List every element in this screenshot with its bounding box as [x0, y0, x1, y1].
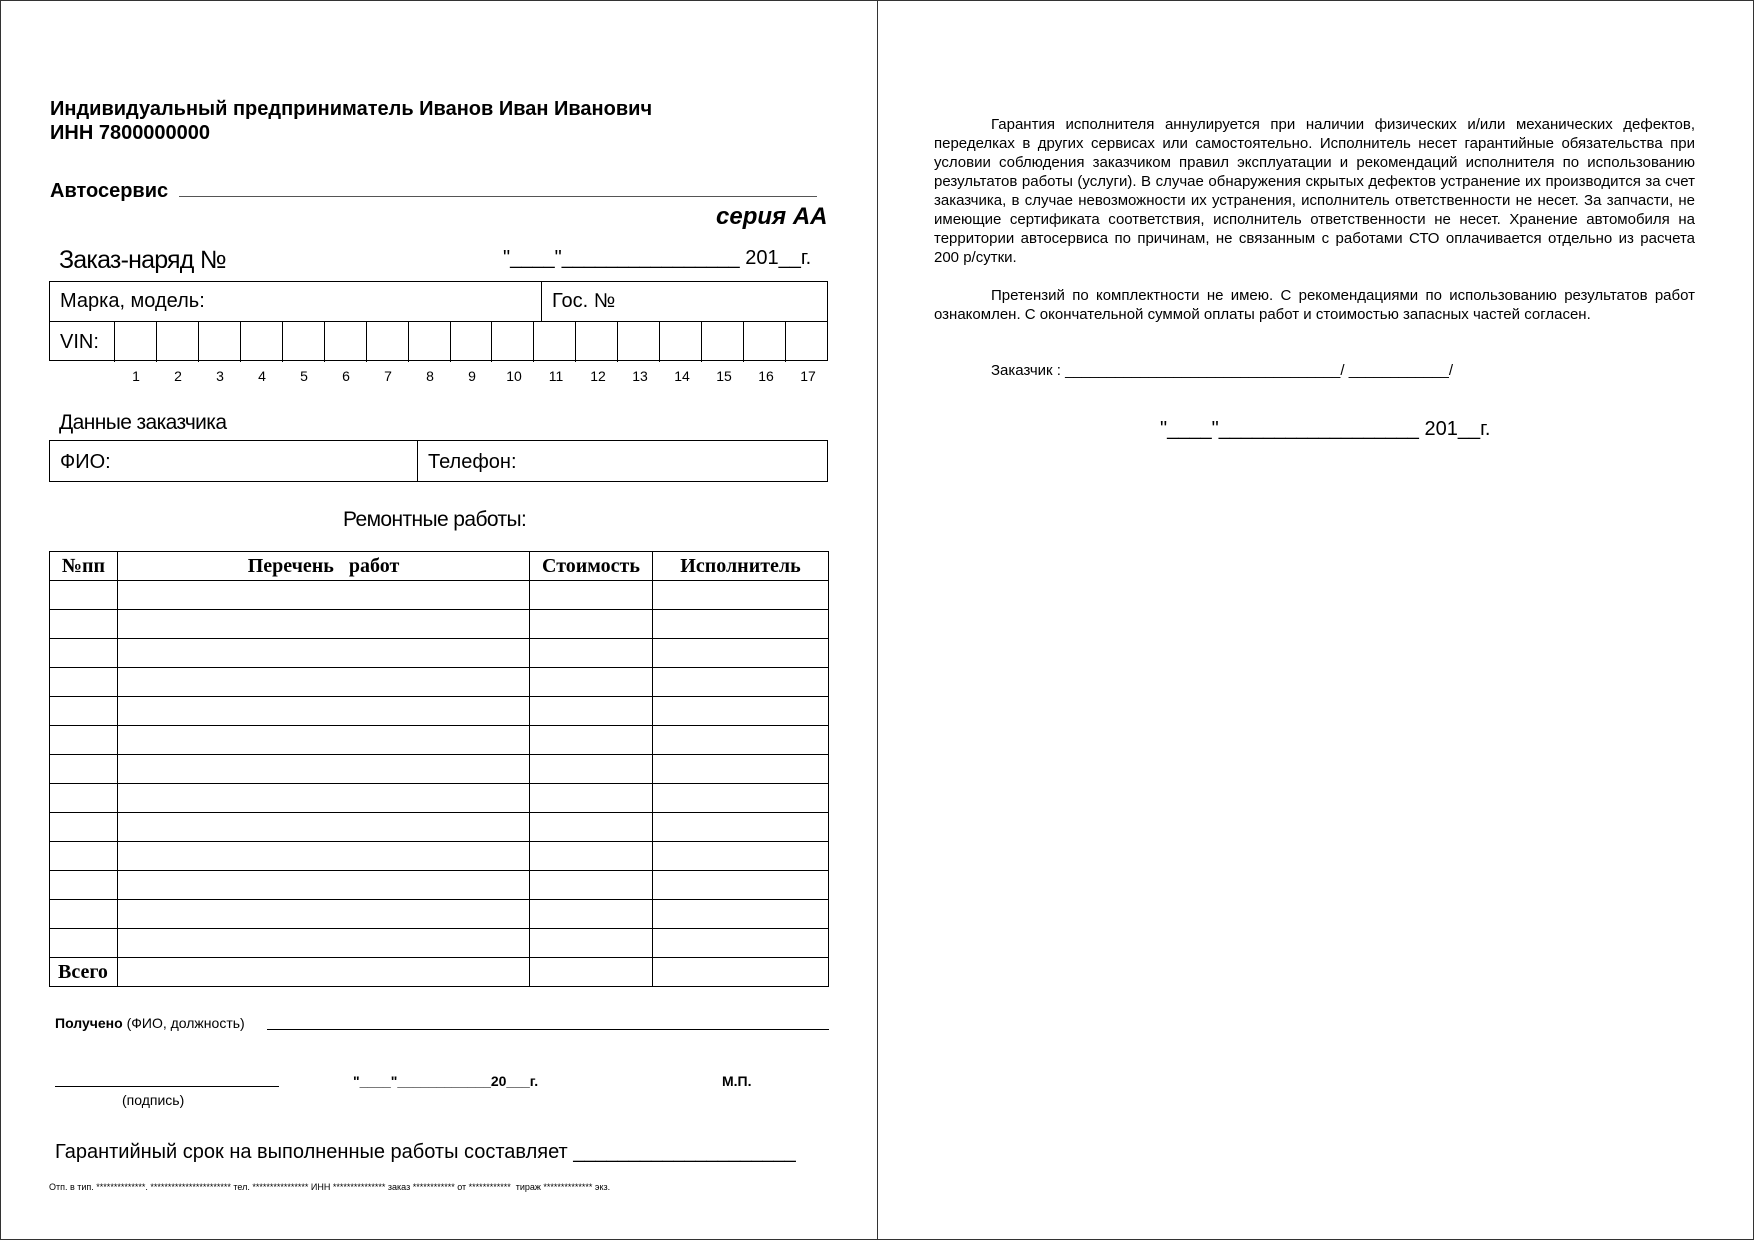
- vin-cell[interactable]: [744, 321, 786, 362]
- sign-date-line[interactable]: "____"____________20___г.: [353, 1073, 539, 1089]
- vin-cell[interactable]: [156, 321, 198, 362]
- table-row[interactable]: [50, 900, 829, 929]
- warranty-period-line[interactable]: Гарантийный срок на выполненные работы составляет ____________________: [55, 1141, 796, 1163]
- customer-phone-label[interactable]: Телефон:: [428, 451, 517, 473]
- column-executor: Исполнитель: [653, 552, 829, 581]
- vin-cell[interactable]: [618, 321, 660, 362]
- customer-box: [49, 440, 828, 482]
- signature-line[interactable]: [55, 1086, 279, 1087]
- vin-position: 13: [632, 368, 648, 384]
- vehicle-box: [49, 281, 828, 361]
- table-row[interactable]: [50, 726, 829, 755]
- vin-cell[interactable]: [324, 321, 366, 362]
- order-title: Заказ-наряд №: [59, 246, 226, 274]
- vin-cell[interactable]: [115, 321, 157, 362]
- received-label: Получено: [55, 1015, 123, 1031]
- column-cost: Стоимость: [530, 552, 653, 581]
- vin-cell[interactable]: [576, 321, 618, 362]
- received-hint: (ФИО, должность): [126, 1015, 245, 1031]
- series-label: серия АА: [716, 203, 828, 230]
- vin-position: 1: [132, 368, 140, 384]
- vin-position: 5: [300, 368, 308, 384]
- table-row[interactable]: [50, 668, 829, 697]
- customer-col-divider: [417, 441, 418, 481]
- vin-cell[interactable]: [534, 321, 576, 362]
- service-label: Автосервис: [50, 180, 169, 202]
- signature-hint: (подпись): [122, 1092, 185, 1108]
- order-date-line[interactable]: "____"________________ 201__г.: [503, 247, 812, 269]
- total-row[interactable]: [50, 958, 829, 987]
- repairs-table: [49, 551, 829, 987]
- repairs-heading: Ремонтные работы:: [343, 508, 527, 531]
- vin-cell[interactable]: [492, 321, 534, 362]
- table-row[interactable]: [50, 929, 829, 958]
- vin-position: 17: [800, 368, 816, 384]
- vin-cell[interactable]: [366, 321, 408, 362]
- table-row[interactable]: [50, 639, 829, 668]
- customer-name-label[interactable]: ФИО:: [60, 451, 111, 473]
- vin-position: 8: [426, 368, 434, 384]
- vin-cell[interactable]: [408, 321, 450, 362]
- vin-cell[interactable]: [660, 321, 702, 362]
- stamp-label: М.П.: [722, 1073, 752, 1089]
- table-row[interactable]: [50, 842, 829, 871]
- vehicle-col-divider: [541, 282, 542, 321]
- table-row[interactable]: [50, 784, 829, 813]
- vin-positions: [115, 367, 829, 385]
- right-date-line[interactable]: "____"__________________ 201__г.: [1160, 418, 1491, 440]
- vin-position: 16: [758, 368, 774, 384]
- vin-position: 9: [468, 368, 476, 384]
- vin-cell[interactable]: [240, 321, 282, 362]
- column-number: №пп: [50, 552, 118, 581]
- entrepreneur-name: Индивидуальный предприниматель Иванов Иван Иванович: [50, 98, 653, 120]
- received-line: [55, 1014, 245, 1032]
- plate-number-label[interactable]: Гос. №: [552, 290, 616, 312]
- vin-position: 2: [174, 368, 182, 384]
- received-name-line[interactable]: [267, 1029, 829, 1030]
- vin-position: 10: [506, 368, 522, 384]
- table-row[interactable]: [50, 813, 829, 842]
- service-name-line[interactable]: [179, 196, 817, 197]
- vin-cell[interactable]: [450, 321, 492, 362]
- table-row[interactable]: [50, 755, 829, 784]
- table-row[interactable]: [50, 871, 829, 900]
- warranty-terms: [934, 115, 1695, 324]
- vin-label: VIN:: [60, 331, 99, 353]
- table-row[interactable]: [50, 610, 829, 639]
- repairs-header-row: [50, 552, 829, 581]
- customer-heading: Данные заказчика: [59, 411, 227, 434]
- column-works: Перечень работ: [118, 552, 530, 581]
- claims-text: Претензий по комплектности не имею. С рекомендациями по использованию результатов работ ознакомлен. С окончательной суммой оплаты работ и стоимостью запасных частей согласен.: [934, 287, 1695, 323]
- table-row[interactable]: [50, 697, 829, 726]
- warranty-text: Гарантия исполнителя аннулируется при наличии физических и/или механических дефектов, переделках в других сервисах или самостоятельно. Исполнитель несет гарантийные обязательства при условии соблюдения заказчиком правил эксплуатации и рекомендаций исполнителя по использованию результатов работы (услуги). В случае обнаружения скрытых дефектов устранение их производится за счет заказчика, в случае невозможности их устранения, исполнитель ответственности не несет. За запчасти, не имеющие сертификата соответствия, исполнитель ответственности не несет. Хранение автомобиля на территории автосервиса по причинам, не связанным с работами СТО оплачивается отдельно из расчета 200 р/сутки.: [934, 116, 1695, 266]
- vin-cell[interactable]: [198, 321, 240, 362]
- customer-sign-line[interactable]: Заказчик : _________________________________/ ____________/: [991, 362, 1454, 379]
- page-divider: [877, 0, 878, 1240]
- vin-cells: [114, 321, 827, 362]
- vin-position: 6: [342, 368, 350, 384]
- vin-position: 3: [216, 368, 224, 384]
- vin-position: 4: [258, 368, 266, 384]
- vin-position: 14: [674, 368, 690, 384]
- vin-position: 11: [548, 368, 564, 384]
- vin-position: 12: [590, 368, 606, 384]
- make-model-label: Марка, модель:: [60, 290, 205, 312]
- vin-cell[interactable]: [702, 321, 744, 362]
- total-label: Всего: [50, 958, 118, 987]
- vin-cell[interactable]: [786, 321, 828, 362]
- inn-line: ИНН 7800000000: [50, 122, 211, 144]
- vin-cell[interactable]: [282, 321, 324, 362]
- vin-position: 15: [716, 368, 732, 384]
- vin-position: 7: [384, 368, 392, 384]
- print-info: Отп. в тип. **************. *********************** тел. **************** ИНН *************** заказ ************ от ************ тираж ************** экз.: [49, 1182, 611, 1192]
- table-row[interactable]: [50, 581, 829, 610]
